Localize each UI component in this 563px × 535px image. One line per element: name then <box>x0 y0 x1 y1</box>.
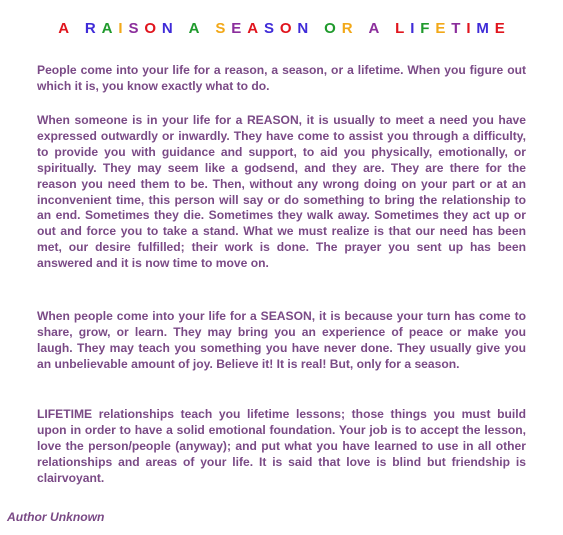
title-space <box>358 20 368 37</box>
title-letter: A <box>188 20 200 37</box>
paragraph-intro: People come into your life for a reason, a season, or a lifetime. When you figure out which it is, you know exactly what to do. <box>37 63 526 93</box>
title-space <box>314 20 324 37</box>
title-letter: O <box>324 20 336 37</box>
title-space <box>385 20 395 37</box>
title-letter: O <box>279 20 292 37</box>
title-letter: T <box>451 20 461 37</box>
paragraph-lifetime: LIFETIME relationships teach you lifetime lessons; those things you must build upon in order to have a solid emotional foundation. Your job is to accept the lesson, love the person/people (anyway); and put what you have learned to use in all other relationships and areas of your life. It is said that love is blind but friendship is clairvoyant. <box>37 407 526 485</box>
title-letter: A <box>58 20 70 37</box>
page-title <box>0 20 563 37</box>
title-letter: N <box>161 20 173 37</box>
author-credit: Author Unknown <box>7 510 105 524</box>
title-space <box>205 20 215 37</box>
title-letter: S <box>215 20 226 37</box>
title-letter: F <box>420 20 430 37</box>
title-letter: M <box>476 20 489 37</box>
title-letter: L <box>395 20 405 37</box>
title-letter: I <box>118 20 123 37</box>
title-letter: E <box>435 20 446 37</box>
title-letter: E <box>494 20 505 37</box>
title-letter: E <box>231 20 242 37</box>
title-letter: R <box>84 20 96 37</box>
title-letter: A <box>101 20 113 37</box>
title-space <box>75 20 85 37</box>
title-letter: S <box>128 20 139 37</box>
title-letter: A <box>368 20 380 37</box>
title-letter: O <box>144 20 157 37</box>
title-letter: I <box>466 20 471 37</box>
title-space <box>179 20 189 37</box>
title-letter: R <box>341 20 353 37</box>
title-letter: I <box>410 20 415 37</box>
title-letter: N <box>297 20 309 37</box>
title-letter: A <box>247 20 259 37</box>
paragraph-season: When people come into your life for a SEASON, it is because your turn has come to share, grow, or learn. They may bring you an experience of peace or make you laugh. They may teach you something you have never done. They usually give you an unbelievable amount of joy. Believe it! It is real! But, only for a season. <box>37 309 526 371</box>
paragraph-reason: When someone is in your life for a REASON, it is usually to meet a need you have expressed outwardly or inwardly. They have come to assist you through a difficulty, to provide you with guidance and support, to aid you physically, emotionally, or spiritually. They may seem like a godsend, and they are. They are there for the reason you need them to be. Then, without any wrong doing on your part or at an inconvenient time, this person will say or do something to bring the relationship to an end. Sometimes they die. Sometimes they walk away. Sometimes they act up or out and force you to take a stand. What we must realize is that our need has been met, our desire fulfilled; their work is done. The prayer you sent up has been answered and it is now time to move on. <box>37 113 526 271</box>
title-letter: S <box>263 20 274 37</box>
